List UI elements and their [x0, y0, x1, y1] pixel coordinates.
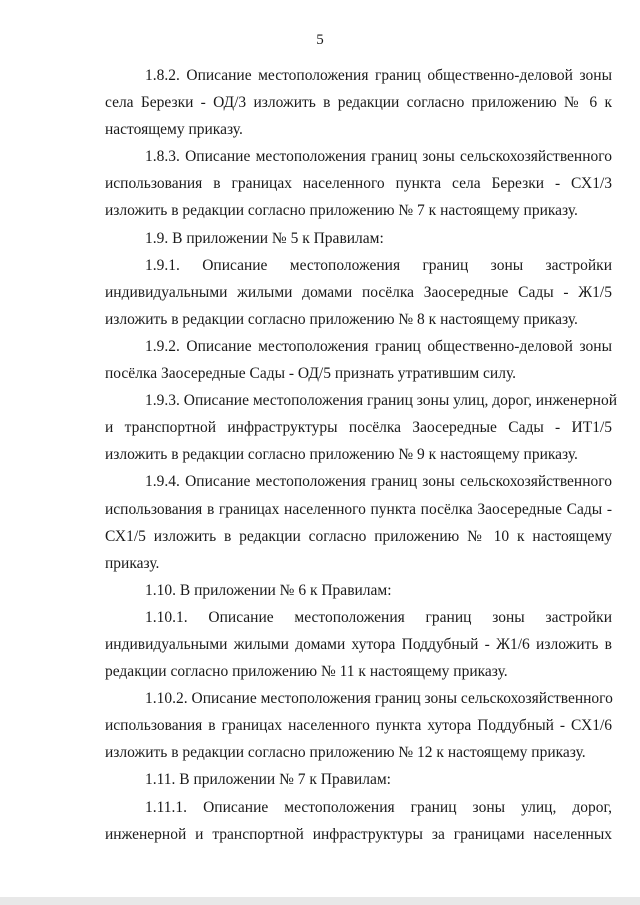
text-line: использования в границах населенного пункта хутора Поддубный - СХ1/6 [105, 717, 612, 735]
text-line: 1.9. В приложении № 5 к Правилам: [145, 229, 384, 247]
text-line: 1.9.1. Описание местоположения границ зоны застройки [145, 256, 612, 274]
text-line: 1.8.2. Описание местоположения границ общественно-деловой зоны [145, 67, 612, 84]
text-line: 1.10.1. Описание местоположения границ зоны застройки [145, 608, 612, 626]
text-line: 1.8.3. Описание местоположения границ зоны сельскохозяйственного [145, 148, 612, 166]
text-line: изложить в редакции согласно приложению № 12 к настоящему приказу. [105, 744, 586, 762]
text-line: изложить в редакции согласно приложению № 9 к настоящему приказу. [105, 446, 578, 464]
text-line: индивидуальными жилыми домами хутора Поддубный - Ж1/6 изложить в [105, 635, 612, 653]
text-line: 1.11. В приложении № 7 к Правилам: [145, 771, 391, 789]
text-line: 1.9.3. Описание местоположения границ зоны улиц, дорог, инженерной [145, 392, 618, 410]
text-line: инженерной и транспортной инфраструктуры за границами населенных [105, 825, 612, 843]
text-line: 1.10. В приложении № 6 к Правилам: [145, 581, 392, 599]
text-line: редакции согласно приложению № 11 к настоящему приказу. [105, 663, 508, 681]
text-line: приказу. [105, 554, 160, 572]
text-line: 1.10.2. Описание местоположения границ зоны сельскохозяйственного [145, 690, 613, 708]
page-bottom-edge [0, 897, 640, 905]
text-line: посёлка Заосередные Сады - ОД/5 признать утратившим силу. [105, 365, 517, 383]
text-line: изложить в редакции согласно приложению № 7 к настоящему приказу. [105, 202, 578, 220]
text-line: использования в границах населенного пункта села Березки - СХ1/3 [105, 175, 612, 193]
text-line: изложить в редакции согласно приложению № 8 к настоящему приказу. [105, 310, 578, 328]
text-line: и транспортной инфраструктуры посёлка Заосередные Сады - ИТ1/5 [105, 419, 612, 437]
document-body [105, 62, 618, 848]
text-line: настоящему приказу. [105, 121, 243, 139]
text-line: села Березки - ОД/3 изложить в редакции согласно приложению № 6 к [105, 94, 612, 112]
text-line: использования в границах населенного пункта посёлка Заосередные Сады - [105, 500, 612, 518]
text-line: СХ1/5 изложить в редакции согласно приложению № 10 к настоящему [105, 527, 612, 545]
page-number: 5 [316, 32, 324, 48]
text-line: 1.9.2. Описание местоположения границ общественно-деловой зоны [145, 337, 612, 355]
text-line: 1.11.1. Описание местоположения границ зоны улиц, дорог, [145, 798, 612, 816]
text-line: индивидуальными жилыми домами посёлка Заосередные Сады - Ж1/5 [105, 283, 612, 301]
text-line: 1.9.4. Описание местоположения границ зоны сельскохозяйственного [145, 473, 612, 491]
